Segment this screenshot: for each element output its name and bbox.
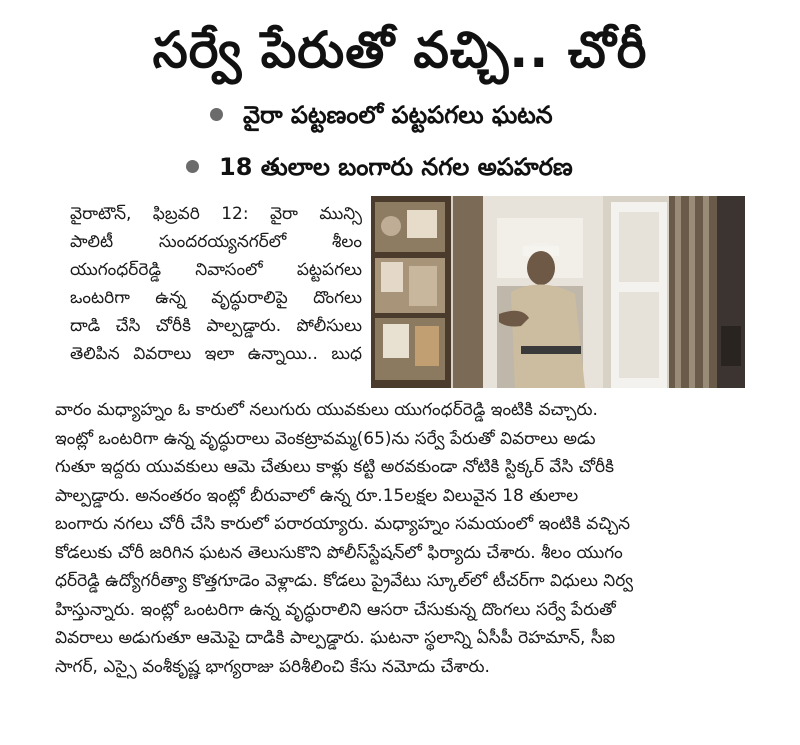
police-inspecting-house-photo	[371, 196, 745, 388]
subheadline-1-text: వైరా పట్టణంలో పట్టపగలు ఘటన	[243, 101, 553, 129]
subheadline-1	[210, 98, 553, 132]
body-line: ధర్‌రెడ్డి ఉద్యోగరీత్యా కొత్తగూడెం వెళ్లాడు. కోడలు ప్రైవేటు స్కూల్‌లో టీచర్‌గా విధులు నిర్వ	[55, 571, 634, 591]
lead-line: దాడి చేసి చోరీకి పాల్పడ్డారు. పోలీసులు	[70, 316, 362, 336]
headline: సర్వే పేరుతో వచ్చి.. చోరీ	[152, 21, 648, 79]
lead-line: ఒంటరిగా ఉన్న వృద్ధురాలిపై దొంగలు	[70, 288, 362, 308]
body-line: హిస్తున్నారు. ఇంట్లో ఒంటరిగా ఉన్న వృద్ధురాలిని ఆసరా చేసుకున్న దొంగలు సర్వే పేరుతో	[55, 599, 616, 620]
body-paragraph	[55, 396, 745, 681]
body-line: వివరాలు అడుగుతూ ఆమెపై దాడికి పాల్పడ్డారు. ఘటనా స్థలాన్ని ఏసీపీ రెహమాన్, సీఐ	[55, 628, 616, 648]
news-photo	[371, 196, 745, 388]
subheadline-2	[186, 150, 573, 184]
lead-line: వైరాటౌన్, ఫిబ్రవరి 12: వైరా మున్సి	[70, 204, 362, 224]
body-line: కోడలుకు చోరీ జరిగిన ఘటన తెలుసుకొని పోలీస్‌స్టేషన్‌లో ఫిర్యాదు చేశారు. శీలం యుగం	[55, 542, 623, 563]
body-line: గుతూ ఇద్దరు యువకులు ఆమె చేతులు కాళ్లు కట్టి అరవకుండా నోటికి స్టిక్కర్ వేసి చోరీకి	[55, 457, 615, 477]
lead-line: యుగంధర్‌రెడ్డి నివాసంలో పట్టపగలు	[70, 260, 362, 280]
lead-line: పాలిటీ సుందరయ్యనగర్‌లో శీలం	[70, 232, 362, 252]
bullet-icon	[186, 160, 199, 173]
body-line: ఇంట్లో ఒంటరిగా ఉన్న వృద్ధురాలు వెంకట్రావమ్మ(65)ను సర్వే పేరుతో వివరాలు అడు	[55, 428, 596, 449]
body-line: పాల్పడ్డారు. అనంతరం ఇంట్లో బీరువాలో ఉన్న రూ.15లక్షల విలువైన 18 తులాల	[55, 485, 579, 506]
lead-paragraph	[70, 200, 362, 368]
bullet-icon	[210, 108, 223, 121]
subheadline-2-text: 18 తులాల బంగారు నగల అపహరణ	[219, 153, 573, 181]
body-line: వారం మధ్యాహ్నం ఓ కారులో నలుగురు యువకులు యుగంధర్‌రెడ్డి ఇంటికి వచ్చారు.	[55, 400, 598, 420]
body-line: సాగర్, ఎస్సై వంశీకృష్ణ భాగ్యరాజు పరిశీలించి కేసు నమోదు చేశారు.	[55, 656, 490, 677]
lead-line: తెలిపిన వివరాలు ఇలా ఉన్నాయి.. బుధ	[70, 344, 362, 364]
body-line: బంగారు నగలు చోరీ చేసి కారులో పరారయ్యారు. మధ్యాహ్నం సమయంలో ఇంటికి వచ్చిన	[55, 514, 631, 534]
